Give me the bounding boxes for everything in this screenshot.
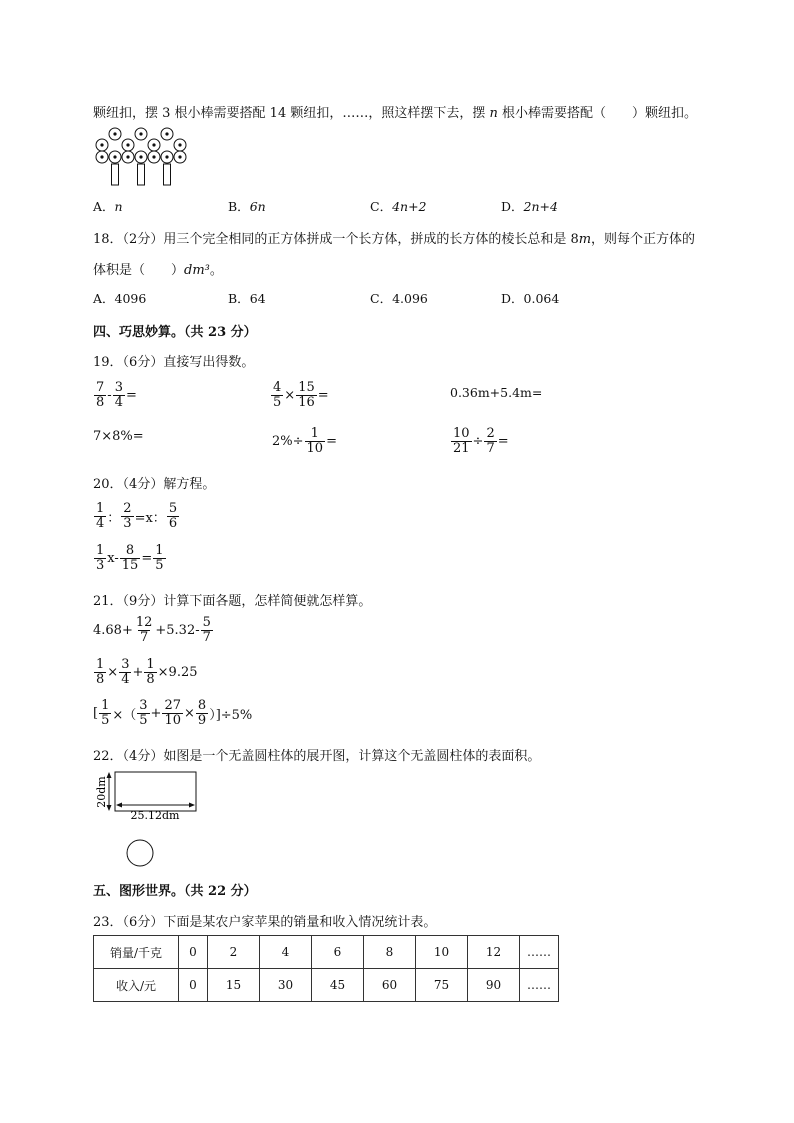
cylinder-net-figure: [93, 770, 203, 868]
q21-stem: 21．（9分）计算下面各题，怎样简便就怎样算。: [93, 594, 372, 609]
table-cell: 30: [260, 969, 312, 1002]
table-cell: 收入/元: [94, 969, 179, 1002]
table-cell: 0: [179, 936, 208, 969]
q18-option-c[interactable]: C．4.096: [370, 291, 428, 306]
q18-stem-line2: 体积是（ ）dm³。: [93, 263, 223, 278]
buttons-sticks-figure: [93, 126, 193, 188]
table-cell: 销量/千克: [94, 936, 179, 969]
table-cell: 4: [260, 936, 312, 969]
q18-option-b[interactable]: B．64: [228, 291, 266, 306]
q21-expr-2: $\frac{1}{8}$ × $\frac{3}{4}$ + $\frac{1}{8}$ ×9.25: [96, 657, 198, 687]
q21-expr-3: [ $\frac{1}{5}$ ×（ $\frac{3}{5}$ + $\frac{27}{10}$ × $\frac{8}{9}$ ）]÷5%: [93, 698, 253, 728]
length-label: 25.12dm: [130, 809, 180, 822]
stick: [112, 164, 119, 185]
q19-expr-6: $\frac{10}{21}$ ÷ $\frac{2}{7}$ =: [453, 426, 509, 456]
q20-equation-2: $\frac{1}{3}$ x- $\frac{8}{15}$ = $\frac{1}{5}$: [96, 543, 164, 573]
q19-expr-4: 7×8%=: [93, 429, 144, 444]
section-5-heading: 五、图形世界。（共 22 分）: [93, 884, 257, 899]
table-cell: 90: [468, 969, 520, 1002]
stick: [138, 164, 145, 185]
q18-stem-line1: 18．（2分）用三个完全相同的正方体拼成一个长方体，拼成的长方体的棱长总和是 8m，则每个正方体的: [93, 232, 696, 247]
table-cell: ……: [520, 936, 559, 969]
q19-stem: 19．（6分）直接写出得数。: [93, 355, 255, 370]
table-cell: 15: [208, 969, 260, 1002]
q20-stem: 20．（4分）解方程。: [93, 477, 216, 492]
q17-option-d[interactable]: D．2n+4: [501, 199, 558, 214]
stick: [164, 164, 171, 185]
table-row: [94, 936, 559, 969]
table-cell: 10: [416, 936, 468, 969]
table-row: [94, 969, 559, 1002]
table-cell: 2: [208, 936, 260, 969]
table-cell: ……: [520, 969, 559, 1002]
q17-option-b[interactable]: B．6n: [228, 199, 266, 214]
q18-option-a[interactable]: A．4096: [93, 291, 147, 306]
q19-expr-5: 2%÷ $\frac{1}{10}$ =: [272, 426, 337, 456]
q17-option-a[interactable]: A．n: [93, 199, 123, 214]
sales-income-table: [93, 935, 559, 1002]
net-base-circle: [127, 840, 153, 866]
height-label: 20dm: [95, 776, 108, 808]
table-cell: 8: [364, 936, 416, 969]
q18-option-d[interactable]: D．0.064: [501, 291, 560, 306]
table-cell: 6: [312, 936, 364, 969]
q23-stem: 23．（6分）下面是某农户家苹果的销量和收入情况统计表。: [93, 915, 437, 930]
table-cell: 0: [179, 969, 208, 1002]
table-cell: 12: [468, 936, 520, 969]
section-4-heading: 四、巧思妙算。（共 23 分）: [93, 325, 257, 340]
q19-expr-2: $\frac{4}{5}$ × $\frac{15}{16}$ =: [273, 380, 329, 410]
q21-expr-1: 4.68+ $\frac{12}{7}$ +5.32- $\frac{5}{7}$: [93, 615, 211, 645]
q22-stem: 22．（4分）如图是一个无盖圆柱体的展开图，计算这个无盖圆柱体的表面积。: [93, 749, 541, 764]
q17-option-c[interactable]: C．4n+2: [370, 199, 427, 214]
q20-equation-1: $\frac{1}{4}$ ： $\frac{2}{3}$ =x： $\frac{5}{6}$: [96, 501, 178, 531]
q19-expr-3: 0.36m+5.4m=: [450, 385, 543, 400]
q17-continuation-text: 颗纽扣，摆 3 根小棒需要搭配 14 颗纽扣，……，照这样摆下去，摆 n 根小棒需要搭配（ ）颗纽扣。: [93, 106, 697, 121]
table-cell: 45: [312, 969, 364, 1002]
q19-expr-1: $\frac{7}{8}$ - $\frac{3}{4}$ =: [96, 380, 137, 410]
table-cell: 75: [416, 969, 468, 1002]
table-cell: 60: [364, 969, 416, 1002]
